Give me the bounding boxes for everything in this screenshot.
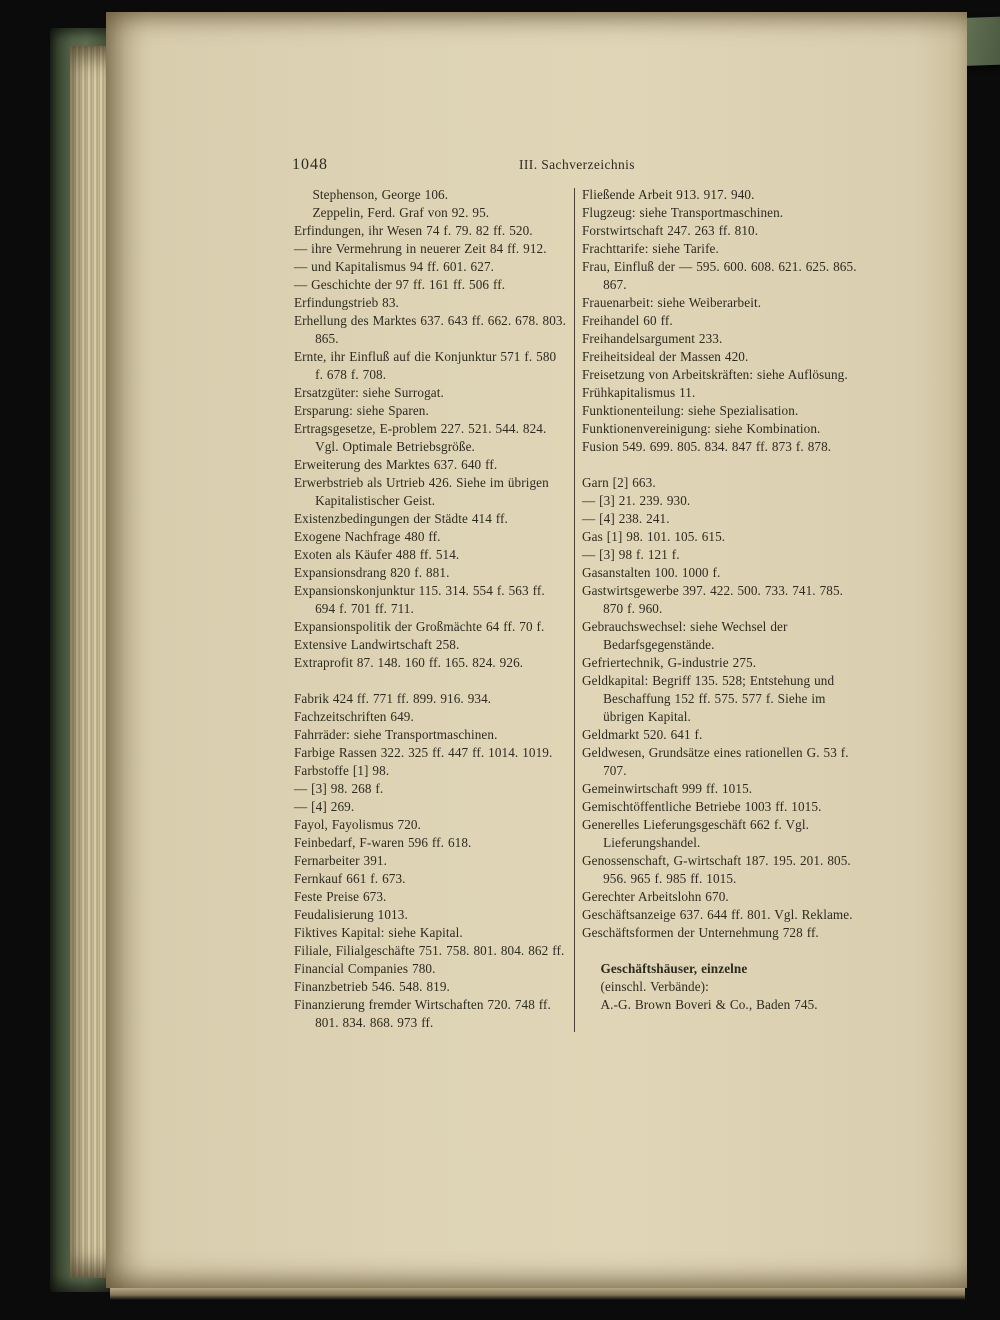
- index-entry: Stephenson, George 106.: [312, 187, 449, 202]
- page-number: 1048: [292, 156, 328, 173]
- index-entry: Geldkapital: Begriff 135. 528; Entstehung und Beschaffung 152 ff. 575. 577 f. Siehe im übrigen Kapital.: [582, 673, 835, 724]
- index-entry: Financial Companies 780.: [294, 961, 436, 976]
- index-entry: Funktionenteilung: siehe Spezialisation.: [582, 403, 799, 418]
- index-entry: Gebrauchswechsel: siehe Wechsel der Bedarfsgegenstände.: [582, 619, 788, 652]
- index-entry: Gastwirtsgewerbe 397. 422. 500. 733. 741. 785. 870 f. 960.: [582, 583, 844, 616]
- index-entry: Gas [1] 98. 101. 105. 615.: [582, 529, 726, 544]
- index-entry: Erweiterung des Marktes 637. 640 ff.: [294, 457, 498, 472]
- page-bottom-edge: [110, 1288, 965, 1300]
- index-entry: Extraprofit 87. 148. 160 ff. 165. 824. 926.: [294, 655, 524, 670]
- index-entry: Gasanstalten 100. 1000 f.: [582, 565, 721, 580]
- column-divider: [574, 188, 575, 1032]
- index-entry: Freihandel 60 ff.: [582, 313, 673, 328]
- index-entry: Existenzbedingungen der Städte 414 ff.: [294, 511, 508, 526]
- running-head: [292, 154, 862, 176]
- index-entry: Erhellung des Marktes 637. 643 ff. 662. 678. 803. 865.: [294, 313, 567, 346]
- index-entry: Geschäftsanzeige 637. 644 ff. 801. Vgl. Reklame.: [582, 907, 853, 922]
- index-entry: — ihre Vermehrung in neuerer Zeit 84 ff. 912.: [294, 241, 547, 256]
- index-entry: Fayol, Fayolismus 720.: [294, 817, 422, 832]
- book-page: [106, 12, 967, 1288]
- index-entry: Gerechter Arbeitslohn 670.: [582, 889, 729, 904]
- index-entry: Fusion 549. 699. 805. 834. 847 ff. 873 f. 878.: [582, 439, 832, 454]
- index-entry: Expansionskonjunktur 115. 314. 554 f. 563 ff. 694 f. 701 ff. 711.: [294, 583, 545, 616]
- index-entry: Funktionenvereinigung: siehe Kombination.: [582, 421, 821, 436]
- index-entry: Gemeinwirtschaft 999 ff. 1015.: [582, 781, 753, 796]
- running-header: III. Sachverzeichnis: [519, 157, 635, 172]
- index-entry: Forstwirtschaft 247. 263 ff. 810.: [582, 223, 759, 238]
- index-entry: Erfindungstrieb 83.: [294, 295, 399, 310]
- index-entry: Ersparung: siehe Sparen.: [294, 403, 429, 418]
- index-entry: Feudalisierung 1013.: [294, 907, 408, 922]
- index-entry: Gemischtöffentliche Betriebe 1003 ff. 1015.: [582, 799, 822, 814]
- index-columns: [294, 186, 862, 1032]
- index-entry: Geldwesen, Grundsätze eines rationellen G. 53 f. 707.: [582, 745, 849, 778]
- index-entry: — [4] 238. 241.: [582, 511, 670, 526]
- index-entry: Ersatzgüter: siehe Surrogat.: [294, 385, 444, 400]
- index-entry: Exogene Nachfrage 480 ff.: [294, 529, 441, 544]
- index-entry: Exoten als Käufer 488 ff. 514.: [294, 547, 460, 562]
- index-entry: Flugzeug: siehe Transportmaschinen.: [582, 205, 784, 220]
- index-entry: Farbstoffe [1] 98.: [294, 763, 390, 778]
- index-entry: Fiktives Kapital: siehe Kapital.: [294, 925, 463, 940]
- index-entry: Feinbedarf, F-waren 596 ff. 618.: [294, 835, 472, 850]
- index-entry: Fahrräder: siehe Transportmaschinen.: [294, 727, 498, 742]
- index-entry: Garn [2] 663.: [582, 475, 656, 490]
- index-entry: Erwerbstrieb als Urtrieb 426. Siehe im übrigen Kapitalistischer Geist.: [294, 475, 549, 508]
- index-entry: Fernkauf 661 f. 673.: [294, 871, 406, 886]
- index-entry: Feste Preise 673.: [294, 889, 387, 904]
- index-entry: Fabrik 424 ff. 771 ff. 899. 916. 934.: [294, 691, 492, 706]
- index-entry: Finanzbetrieb 546. 548. 819.: [294, 979, 450, 994]
- index-entry: (einschl. Verbände):: [600, 979, 709, 994]
- index-entry: Finanzierung fremder Wirtschaften 720. 748 ff. 801. 834. 868. 973 ff.: [294, 997, 551, 1030]
- index-entry: — und Kapitalismus 94 ff. 601. 627.: [294, 259, 495, 274]
- index-entry: Geschäftsformen der Unternehmung 728 ff.: [582, 925, 819, 940]
- index-entry: Expansionspolitik der Großmächte 64 ff. 70 f.: [294, 619, 545, 634]
- index-entry: A.-G. Brown Boveri & Co., Baden 745.: [600, 997, 818, 1012]
- index-entry: Fernarbeiter 391.: [294, 853, 388, 868]
- index-entry: — [3] 98 f. 121 f.: [582, 547, 680, 562]
- index-entry: Fließende Arbeit 913. 917. 940.: [582, 187, 755, 202]
- index-entry: Freihandelsargument 233.: [582, 331, 723, 346]
- index-entry: Freisetzung von Arbeitskräften: siehe Auflösung.: [582, 367, 848, 382]
- index-entry: Geschäftshäuser, einzelne: [600, 961, 748, 976]
- index-entry: Filiale, Filialgeschäfte 751. 758. 801. 804. 862 ff.: [294, 943, 565, 958]
- index-entry: Erfindungen, ihr Wesen 74 f. 79. 82 ff. 520.: [294, 223, 533, 238]
- index-entry: Geldmarkt 520. 641 f.: [582, 727, 703, 742]
- index-entry: Generelles Lieferungsgeschäft 662 f. Vgl. Lieferungshandel.: [582, 817, 810, 850]
- index-entry: Ertragsgesetze, E-problem 227. 521. 544. 824. Vgl. Optimale Betriebsgröße.: [294, 421, 547, 454]
- index-right-column: [582, 186, 862, 1032]
- index-entry: Frachttarife: siehe Tarife.: [582, 241, 719, 256]
- index-entry: — [3] 98. 268 f.: [294, 781, 384, 796]
- index-entry: Frühkapitalismus 11.: [582, 385, 696, 400]
- index-left-column: [294, 186, 566, 1032]
- index-entry: Ernte, ihr Einfluß auf die Konjunktur 571 f. 580 f. 678 f. 708.: [294, 349, 557, 382]
- index-entry: Farbige Rassen 322. 325 ff. 447 ff. 1014. 1019.: [294, 745, 553, 760]
- index-entry: — [4] 269.: [294, 799, 355, 814]
- index-entry: Genossenschaft, G-wirtschaft 187. 195. 201. 805. 956. 965 f. 985 ff. 1015.: [582, 853, 851, 886]
- index-entry: Frau, Einfluß der — 595. 600. 608. 621. 625. 865. 867.: [582, 259, 857, 292]
- index-entry: Fachzeitschriften 649.: [294, 709, 414, 724]
- index-entry: Expansionsdrang 820 f. 881.: [294, 565, 450, 580]
- index-entry: — [3] 21. 239. 930.: [582, 493, 691, 508]
- index-entry: Freiheitsideal der Massen 420.: [582, 349, 749, 364]
- index-entry: Frauenarbeit: siehe Weiberarbeit.: [582, 295, 762, 310]
- index-entry: — Geschichte der 97 ff. 161 ff. 506 ff.: [294, 277, 506, 292]
- index-entry: Gefriertechnik, G-industrie 275.: [582, 655, 757, 670]
- index-entry: Zeppelin, Ferd. Graf von 92. 95.: [312, 205, 490, 220]
- index-entry: Extensive Landwirtschaft 258.: [294, 637, 460, 652]
